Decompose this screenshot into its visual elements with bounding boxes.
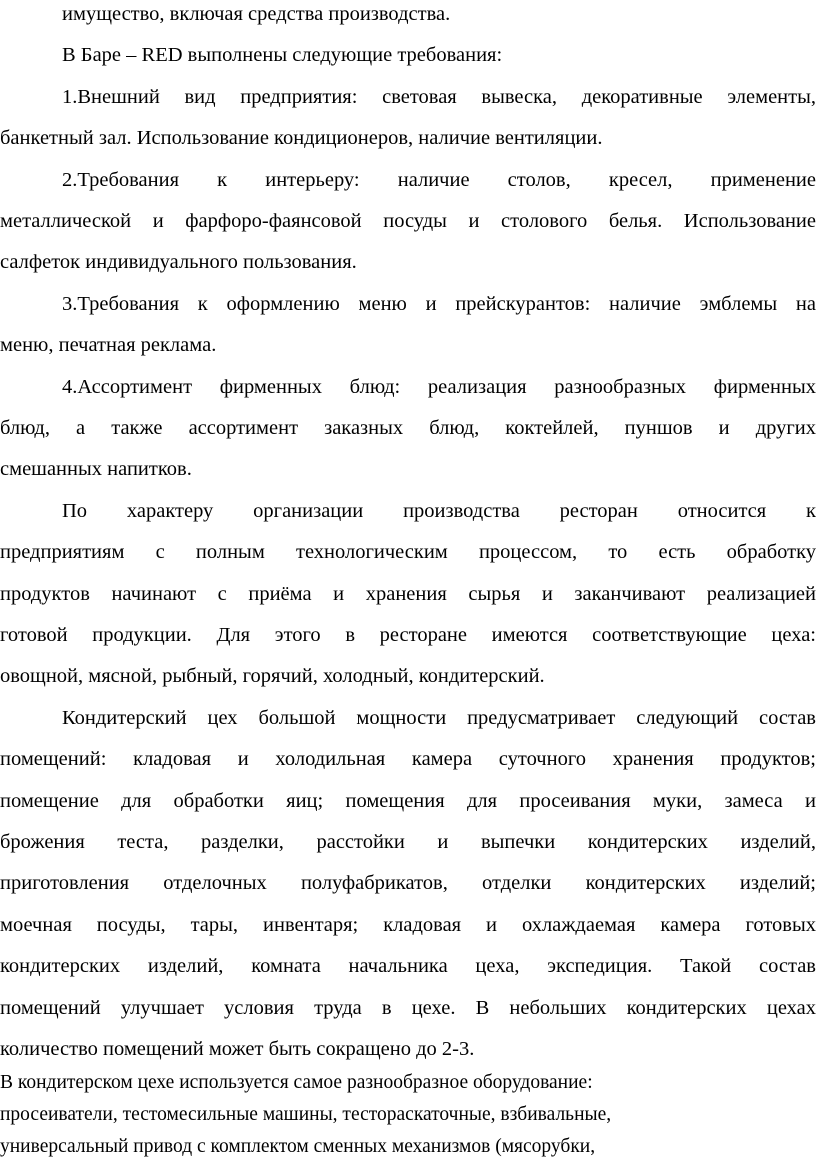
text-line: 3.Требования к оформлению меню и прейскурантов: наличие эмблемы на: [62, 293, 816, 315]
text-line: В кондитерском цехе используется самое разнообразное оборудование:: [0, 1072, 593, 1093]
text-line: моечная посуды, тары, инвентаря; кладовая и охлаждаемая камера готовых: [0, 914, 816, 936]
text-line: 4.Ассортимент фирменных блюд: реализация разнообразных фирменных: [62, 376, 816, 398]
text-line: продуктов начинают с приёма и хранения сырья и заканчивают реализацией: [0, 583, 816, 605]
text-line: просеиватели, тестомесильные машины, тестораскаточные, взбивальные,: [0, 1104, 612, 1125]
text-line: 1.Внешний вид предприятия: световая вывеска, декоративные элементы,: [62, 86, 816, 108]
text-line: банкетный зал. Использование кондиционеров, наличие вентиляции.: [0, 127, 603, 149]
text-line: помещений: кладовая и холодильная камера суточного хранения продуктов;: [0, 748, 816, 770]
text-line: предприятиям с полным технологическим процессом, то есть обработку: [0, 541, 816, 563]
text-line: количество помещений может быть сокращено до 2-3.: [0, 1038, 475, 1060]
text-line: салфеток индивидуального пользования.: [0, 251, 357, 273]
text-line: меню, печатная реклама.: [0, 334, 217, 356]
text-line: овощной, мясной, рыбный, горячий, холодный, кондитерский.: [0, 665, 545, 687]
text-line: В Баре – RED выполнены следующие требования:: [62, 44, 503, 66]
text-line: готовой продукции. Для этого в ресторане имеются соответствующие цеха:: [0, 624, 816, 646]
text-line: блюд, а также ассортимент заказных блюд, коктейлей, пуншов и других: [0, 417, 816, 439]
text-line: приготовления отделочных полуфабрикатов, отделки кондитерских изделий;: [0, 872, 816, 894]
text-line: имущество, включая средства производства.: [62, 3, 451, 25]
text-line: 2.Требования к интерьеру: наличие столов, кресел, применение: [62, 169, 816, 191]
text-line: кондитерских изделий, комната начальника цеха, экспедиция. Такой состав: [0, 955, 816, 977]
text-line: Кондитерский цех большой мощности предусматривает следующий состав: [62, 707, 816, 729]
text-line: металлической и фарфоро-фаянсовой посуды и столового белья. Использование: [0, 210, 816, 232]
text-line: смешанных напитков.: [0, 458, 192, 480]
text-line: помещение для обработки яиц; помещения для просеивания муки, замеса и: [0, 790, 816, 812]
text-line: помещений улучшает условия труда в цехе. В небольших кондитерских цехах: [0, 997, 816, 1019]
text-line: брожения теста, разделки, расстойки и выпечки кондитерских изделий,: [0, 831, 816, 853]
text-line: универсальный привод с комплектом сменных механизмов (мясорубки,: [0, 1136, 596, 1157]
text-line: По характеру организации производства ресторан относится к: [62, 500, 816, 522]
